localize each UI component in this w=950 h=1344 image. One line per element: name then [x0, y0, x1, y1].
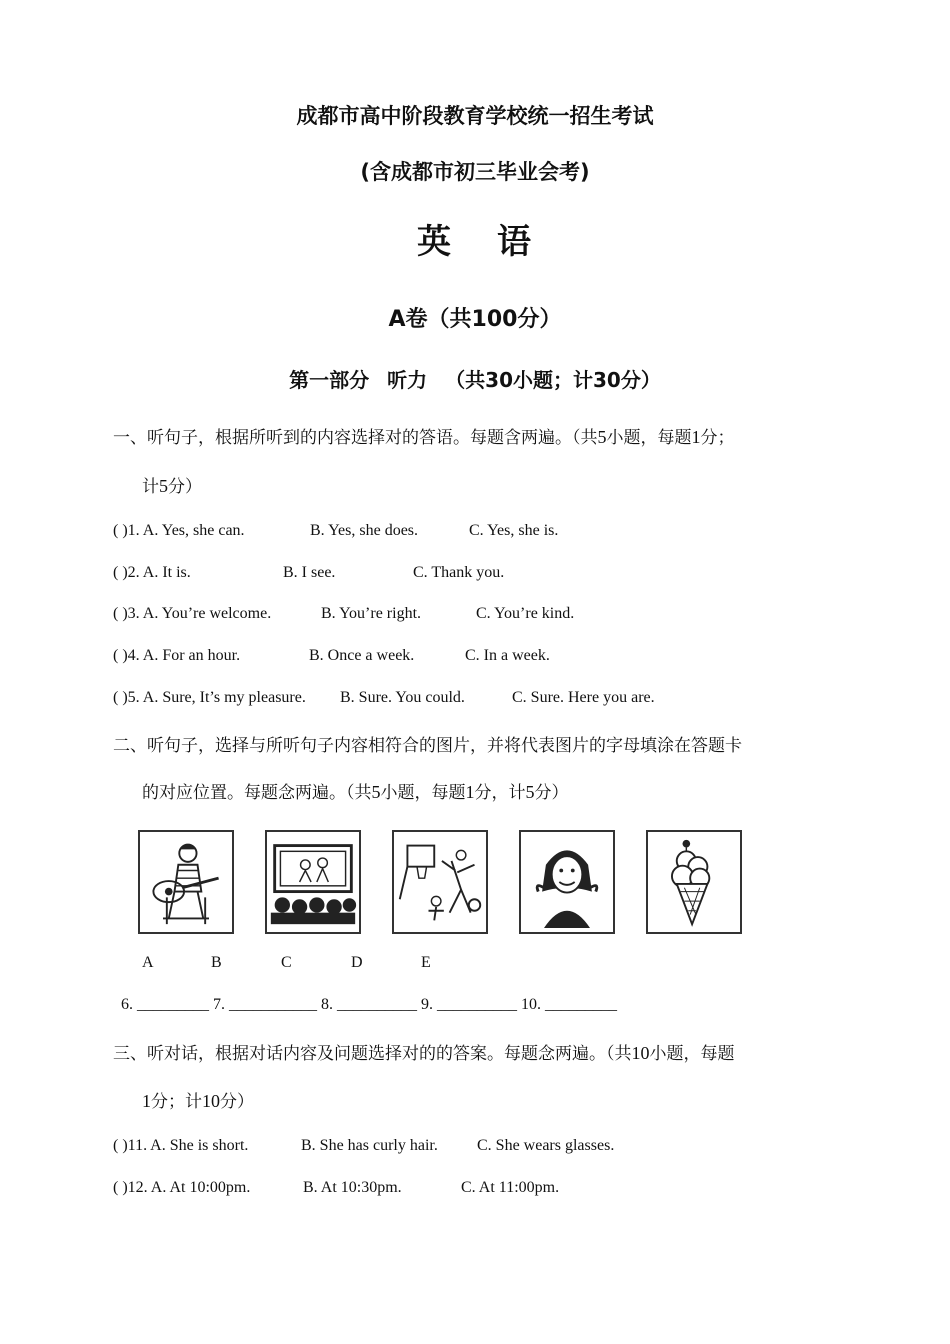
section3-text-c: 分；计: [151, 1092, 202, 1112]
picture-letter-b: B: [211, 954, 222, 971]
section3-instructions-cont: [142, 1087, 254, 1112]
section2-count: 5: [371, 782, 381, 802]
section2-text-a: 的对应位置。每题念两遍。（共: [142, 783, 372, 803]
option-b: B. Yes, she does.: [310, 522, 419, 539]
section2-points: 1: [465, 782, 475, 802]
section2-total: 5: [525, 782, 535, 802]
section1-instructions: [113, 423, 838, 448]
part-name: 听力: [387, 368, 428, 392]
option-c: C. She wears glasses.: [477, 1137, 615, 1154]
part-title: [0, 364, 950, 393]
section3-instructions: [113, 1039, 838, 1064]
option-c: C. Thank you.: [413, 564, 505, 581]
option-c: C. In a week.: [465, 647, 550, 664]
option-b: B. Sure. You could.: [340, 689, 465, 706]
section2-text-b: 小题，每题: [380, 783, 466, 803]
option-b: B. Once a week.: [309, 647, 415, 664]
section1-text-b: 小题，每题: [606, 428, 692, 448]
answer-blanks: 6. _________ 7. ___________ 8. __________ 9. __________ 10. _________: [121, 996, 617, 1013]
question-stem: ( )12. A. At 10:00pm.: [113, 1179, 251, 1196]
section1-points: 1: [691, 427, 701, 447]
section3-text-a: 三、听对话，根据对话内容及问题选择对的的答案。每题念两遍。（共: [113, 1044, 632, 1064]
section3-total: 10: [202, 1091, 220, 1111]
section1-text-c: 分；: [700, 428, 735, 448]
question-stem: ( )1. A. Yes, she can.: [113, 522, 245, 539]
picture-letters: [0, 954, 950, 976]
question-stem: ( )3. A. You’re welcome.: [113, 605, 272, 622]
guitar-player-icon: [138, 830, 234, 934]
basketball-icon: [392, 830, 488, 934]
section1-text-a: 一、听句子，根据所听到的内容选择对的答语。每题含两遍。（共: [113, 428, 598, 448]
paper-title: A卷（共100分）: [388, 307, 562, 332]
subject-title: [0, 214, 950, 263]
picture-letter-d: D: [351, 954, 363, 971]
section3-text-b: 小题，每题: [649, 1044, 735, 1064]
section2-text-d: 分）: [534, 783, 569, 803]
option-b: B. At 10:30pm.: [303, 1179, 402, 1196]
question-stem: ( )4. A. For an hour.: [113, 647, 241, 664]
picture-letter-c: C: [281, 954, 292, 971]
ice-cream-icon: [646, 830, 742, 934]
section1-total: 5: [159, 476, 168, 496]
section2-text-c: 分，计: [474, 783, 526, 803]
cinema-audience-icon: [265, 830, 361, 934]
exam-subtitle: (含成都市初三毕业会考): [360, 160, 590, 184]
part-score: （共30小题；计30分）: [445, 368, 661, 392]
picture-letter-a: A: [142, 954, 154, 971]
picture-letter-e: E: [421, 954, 431, 971]
section1-text-d: 计: [142, 477, 159, 497]
question-stem: ( )5. A. Sure, It’s my pleasure.: [113, 689, 306, 706]
section3-count: 10: [631, 1043, 650, 1063]
section1-instructions-cont: [142, 472, 202, 497]
option-b: B. I see.: [283, 564, 336, 581]
subject-char-2: 语: [497, 222, 533, 262]
section2-instructions: 二、听句子，选择与所听句子内容相符合的图片，并将代表图片的字母填涂在答题卡: [113, 736, 742, 756]
section3-text-d: 分）: [220, 1092, 254, 1112]
question-stem: ( )11. A. She is short.: [113, 1137, 249, 1154]
question-stem: ( )2. A. It is.: [113, 564, 191, 581]
section2-instructions-cont: [142, 778, 569, 803]
option-b: B. You’re right.: [321, 605, 422, 622]
exam-title: 成都市高中阶段教育学校统一招生考试: [296, 104, 654, 128]
option-b: B. She has curly hair.: [301, 1137, 438, 1154]
option-c: C. Sure. Here you are.: [512, 689, 655, 706]
part-label: 第一部分: [289, 368, 370, 392]
section1-count: 5: [597, 427, 607, 447]
section3-points: 1: [142, 1091, 151, 1111]
section1-text-e: 分）: [168, 477, 202, 497]
girl-portrait-icon: [519, 830, 615, 934]
picture-row: [138, 830, 744, 938]
subject-char-1: 英: [417, 222, 453, 262]
option-c: C. Yes, she is.: [469, 522, 559, 539]
option-c: C. You’re kind.: [476, 605, 575, 622]
option-c: C. At 11:00pm.: [461, 1179, 560, 1196]
